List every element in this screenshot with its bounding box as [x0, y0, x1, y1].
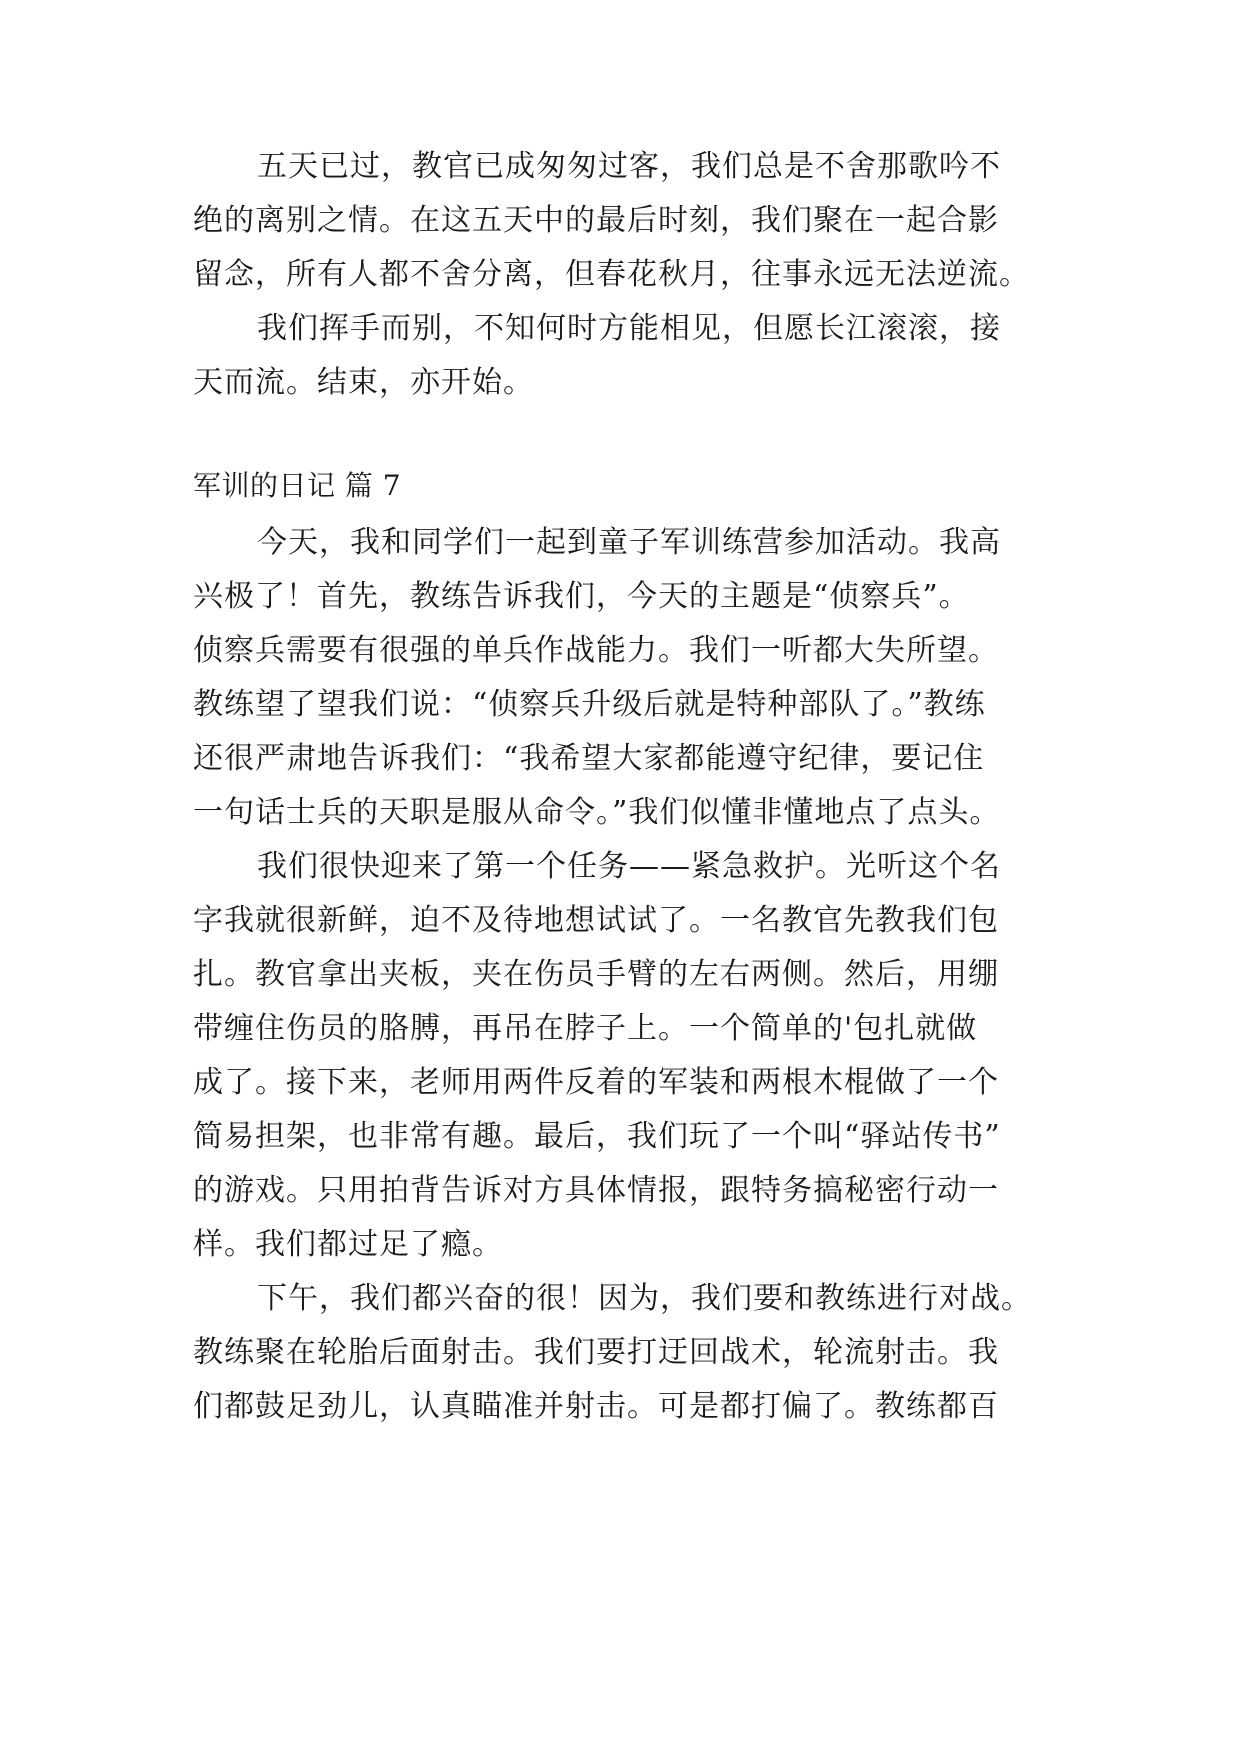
paragraph-line: 样。我们都过足了瘾。 [193, 1227, 503, 1262]
paragraph-line: 简易担架，也非常有趣。最后，我们玩了一个叫“驿站传书” [193, 1119, 1001, 1154]
paragraph-line: 扎。教官拿出夹板，夹在伤员手臂的左右两侧。然后，用绷 [193, 957, 999, 992]
paragraph-line: 带缠住伤员的胳膊，再吊在脖子上。一个简单的'包扎就做 [193, 1011, 978, 1046]
section-heading: 军训的日记 篇 7 [193, 469, 402, 502]
paragraph-line: 们都鼓足劲儿，认真瞄准并射击。可是都打偏了。教练都百 [193, 1389, 999, 1424]
paragraph-line: 今天，我和同学们一起到童子军训练营参加活动。我高 [257, 525, 1001, 560]
paragraph-line: 兴极了！首先，教练告诉我们，今天的主题是“侦察兵”。 [193, 579, 970, 614]
paragraph-line: 留念，所有人都不舍分离，但春花秋月，往事永远无法逆流。 [193, 257, 1030, 292]
paragraph-line: 一句话士兵的天职是服从命令。”我们似懂非懂地点了点头。 [193, 795, 1001, 830]
paragraph-line: 下午，我们都兴奋的很！因为，我们要和教练进行对战。 [257, 1281, 1032, 1316]
paragraph-line: 成了。接下来，老师用两件反着的军装和两根木棍做了一个 [193, 1065, 999, 1100]
paragraph-line: 绝的离别之情。在这五天中的最后时刻，我们聚在一起合影 [193, 203, 999, 238]
paragraph-line: 教练聚在轮胎后面射击。我们要打迂回战术，轮流射击。我 [193, 1335, 999, 1370]
paragraph-line: 五天已过，教官已成匆匆过客，我们总是不舍那歌吟不 [257, 149, 1001, 184]
paragraph-line: 天而流。结束，亦开始。 [193, 365, 534, 400]
paragraph-line: 的游戏。只用拍背告诉对方具体情报，跟特务搞秘密行动一 [193, 1173, 999, 1208]
paragraph-line: 侦察兵需要有很强的单兵作战能力。我们一听都大失所望。 [193, 633, 999, 668]
paragraph-line: 字我就很新鲜，迫不及待地想试试了。一名教官先教我们包 [193, 903, 999, 938]
paragraph-line: 我们挥手而别，不知何时方能相见，但愿长江滚滚，接 [257, 311, 1001, 346]
paragraph-line: 教练望了望我们说：“侦察兵升级后就是特种部队了。”教练 [193, 687, 986, 722]
paragraph-line: 我们很快迎来了第一个任务——紧急救护。光听这个名 [257, 849, 1001, 884]
paragraph-line: 还很严肃地告诉我们：“我希望大家都能遵守纪律，要记住 [193, 741, 985, 776]
